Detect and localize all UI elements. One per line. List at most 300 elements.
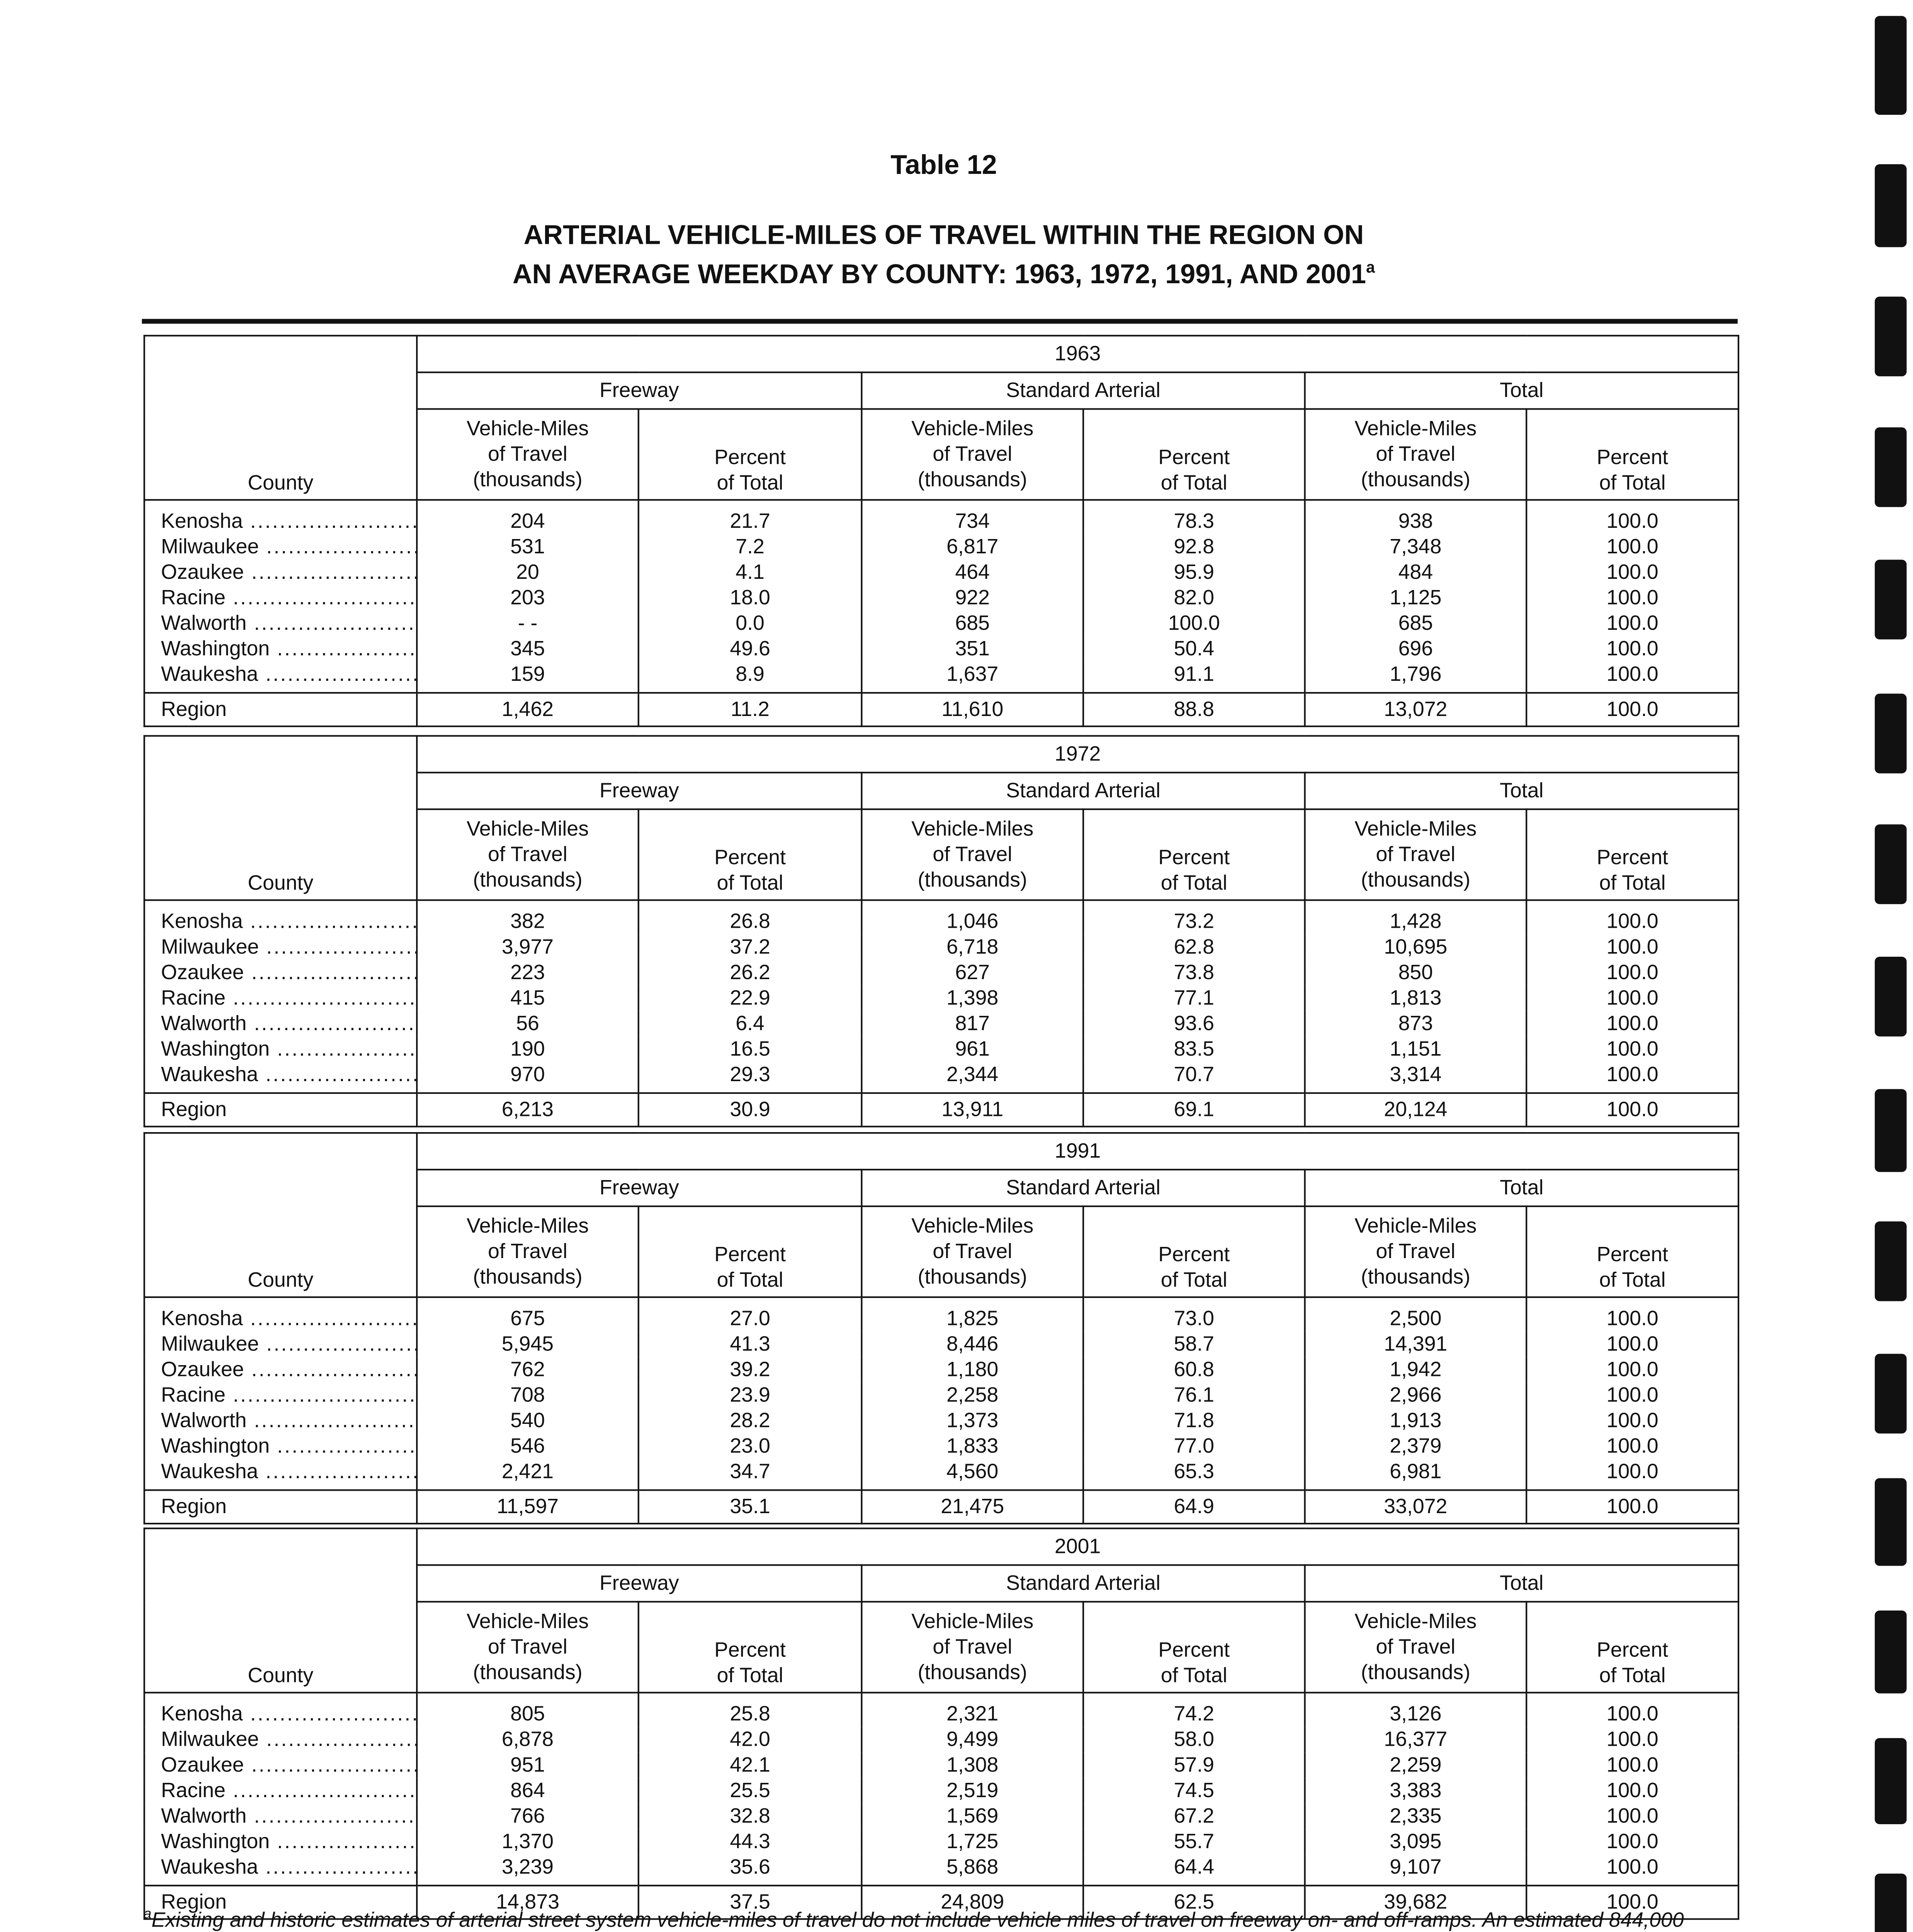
data-cell: 1,637 xyxy=(861,662,1083,693)
data-cell: 1,796 xyxy=(1305,662,1527,693)
data-cell: 345 xyxy=(417,636,639,662)
header-line: (thousands) xyxy=(917,467,1027,492)
header-line: of Travel xyxy=(488,442,567,466)
year-header: 2001 xyxy=(417,1528,1738,1565)
data-cell: 37.2 xyxy=(639,934,862,960)
data-cell: 484 xyxy=(1305,560,1527,585)
data-cell: 0.0 xyxy=(639,611,862,636)
county-name xyxy=(144,585,417,611)
header-line: Percent xyxy=(1158,445,1230,469)
data-cell: 91.1 xyxy=(1083,662,1305,693)
county-label: Walworth ..... xyxy=(161,611,417,635)
total-header: Total xyxy=(1305,772,1739,809)
binder-mark xyxy=(1875,1478,1907,1566)
region-cell: 1,462 xyxy=(417,693,639,726)
vehicle-miles-header xyxy=(417,809,639,900)
freeway-header: Freeway xyxy=(417,1170,861,1206)
data-cell: 28.2 xyxy=(639,1408,862,1434)
table-row xyxy=(144,1727,1738,1752)
county-label: Kenosha ..... xyxy=(161,509,417,532)
table-row xyxy=(144,985,1738,1011)
county-name xyxy=(144,500,417,534)
data-cell: 1,308 xyxy=(861,1752,1083,1778)
header-line: of Travel xyxy=(1376,842,1456,866)
data-cell: 27.0 xyxy=(639,1297,862,1332)
vehicle-miles-header xyxy=(861,1206,1083,1297)
data-cell: 864 xyxy=(417,1778,639,1803)
footnote-marker: a xyxy=(143,1905,152,1922)
region-cell: 33,072 xyxy=(1305,1490,1527,1524)
county-rows xyxy=(144,1692,1738,1885)
header-line: of Travel xyxy=(933,442,1013,466)
percent-header xyxy=(1083,409,1305,500)
data-cell: 100.0 xyxy=(1526,985,1738,1011)
data-cell: 922 xyxy=(861,585,1083,611)
header-line: of Total xyxy=(1599,1267,1666,1292)
data-cell: 100.0 xyxy=(1526,1434,1738,1459)
county-label: Racine ..... xyxy=(161,985,417,1009)
data-cell: 1,373 xyxy=(861,1408,1083,1434)
county-label: Ozaukee ..... xyxy=(161,960,417,984)
header-line: (thousands) xyxy=(917,867,1027,891)
percent-header xyxy=(1526,409,1738,500)
data-cell: 2,519 xyxy=(861,1778,1083,1803)
binder-mark xyxy=(1875,825,1907,904)
header-line: Percent xyxy=(714,445,786,469)
data-cell: 6,981 xyxy=(1305,1459,1527,1490)
data-cell: 6,817 xyxy=(861,534,1083,560)
county-column-header: County xyxy=(144,736,417,900)
data-cell: 100.0 xyxy=(1526,1011,1738,1036)
data-table xyxy=(143,1527,1739,1920)
region-label: Region xyxy=(144,1490,417,1524)
header-line: of Total xyxy=(1599,1663,1666,1687)
county-name xyxy=(144,636,417,662)
data-cell: 5,945 xyxy=(417,1332,639,1357)
vehicle-miles-header xyxy=(1305,1206,1527,1297)
header-line: of Total xyxy=(1160,871,1227,895)
data-cell: 6,718 xyxy=(861,934,1083,960)
data-cell: 1,370 xyxy=(417,1829,639,1854)
county-name xyxy=(144,1459,417,1490)
county-label: Waukesha ..... xyxy=(161,1062,417,1086)
header-line: of Travel xyxy=(488,842,567,866)
data-cell: 100.0 xyxy=(1526,1408,1738,1434)
title-line-1: ARTERIAL VEHICLE-MILES OF TRAVEL WITHIN THE REGION ON xyxy=(523,220,1364,250)
table-row xyxy=(144,1062,1738,1093)
region-cell: 24,809 xyxy=(861,1886,1083,1919)
region-cell: 62.5 xyxy=(1083,1886,1305,1919)
data-cell: 4,560 xyxy=(861,1459,1083,1490)
table-row xyxy=(144,1778,1738,1803)
header-line: of Travel xyxy=(1376,1634,1456,1658)
county-rows xyxy=(144,500,1738,693)
data-cell: 14,391 xyxy=(1305,1332,1527,1357)
standard-arterial-header: Standard Arterial xyxy=(861,372,1305,409)
data-cell: 77.1 xyxy=(1083,985,1305,1011)
data-cell: 850 xyxy=(1305,960,1527,985)
data-cell: 92.8 xyxy=(1083,534,1305,560)
header-line: of Travel xyxy=(488,1239,567,1263)
county-name xyxy=(144,1036,417,1062)
data-cell: 817 xyxy=(861,1011,1083,1036)
table-row xyxy=(144,1297,1738,1332)
data-cell: 685 xyxy=(861,611,1083,636)
table-row xyxy=(144,636,1738,662)
header-line: of Total xyxy=(1160,1267,1227,1292)
county-name xyxy=(144,1383,417,1408)
table-row xyxy=(144,1383,1738,1408)
data-cell: 1,046 xyxy=(861,900,1083,935)
data-cell: 23.0 xyxy=(639,1434,862,1459)
header-line: of Travel xyxy=(933,1239,1013,1263)
county-column-header: County xyxy=(144,1133,417,1297)
table-row xyxy=(144,662,1738,693)
table-row xyxy=(144,500,1738,534)
vehicle-miles-header xyxy=(417,1206,639,1297)
binder-mark xyxy=(1875,1354,1907,1434)
data-cell: 1,813 xyxy=(1305,985,1527,1011)
data-cell: 100.0 xyxy=(1526,1062,1738,1093)
county-label: Milwaukee ..... xyxy=(161,1727,417,1751)
data-cell: 100.0 xyxy=(1526,560,1738,585)
data-cell: 23.9 xyxy=(639,1383,862,1408)
data-cell: 100.0 xyxy=(1526,1383,1738,1408)
data-table xyxy=(143,1132,1739,1524)
title-line-2-text: AN AVERAGE WEEKDAY BY COUNTY: 1963, 1972, 1991, AND 2001 xyxy=(512,259,1366,290)
county-name xyxy=(144,1752,417,1778)
data-cell: 9,107 xyxy=(1305,1854,1527,1885)
county-label: Kenosha ..... xyxy=(161,1306,417,1330)
county-label: Washington ..... xyxy=(161,1434,417,1458)
vehicle-miles-header xyxy=(1305,809,1527,900)
data-cell: 10,695 xyxy=(1305,934,1527,960)
data-cell: 67.2 xyxy=(1083,1803,1305,1829)
total-header: Total xyxy=(1305,1565,1739,1602)
binder-mark xyxy=(1875,1089,1907,1172)
vehicle-miles-header xyxy=(417,409,639,500)
data-cell: 100.0 xyxy=(1526,662,1738,693)
data-cell: 2,966 xyxy=(1305,1383,1527,1408)
percent-header xyxy=(1083,1602,1305,1692)
header-line: Percent xyxy=(1597,1242,1668,1266)
data-cell: 34.7 xyxy=(639,1459,862,1490)
county-label: Racine ..... xyxy=(161,585,417,609)
header-line: Vehicle-Miles xyxy=(466,416,589,440)
vehicle-miles-header xyxy=(1305,409,1527,500)
data-cell: 100.0 xyxy=(1526,960,1738,985)
data-cell: 203 xyxy=(417,585,639,611)
region-row xyxy=(144,1490,1738,1524)
data-cell: 6,878 xyxy=(417,1727,639,1752)
data-cell: 100.0 xyxy=(1526,611,1738,636)
data-cell: 766 xyxy=(417,1803,639,1829)
header-line: Vehicle-Miles xyxy=(466,816,589,840)
region-cell: 13,072 xyxy=(1305,693,1527,726)
county-name xyxy=(144,1332,417,1357)
region-cell: 6,213 xyxy=(417,1093,639,1127)
data-cell: 696 xyxy=(1305,636,1527,662)
region-cell: 11.2 xyxy=(639,693,862,726)
county-label: Walworth ..... xyxy=(161,1803,417,1827)
data-cell: 1,151 xyxy=(1305,1036,1527,1062)
table-row xyxy=(144,1803,1738,1829)
region-cell: 88.8 xyxy=(1083,693,1305,726)
data-cell: 55.7 xyxy=(1083,1829,1305,1854)
county-label: Milwaukee ..... xyxy=(161,534,417,558)
total-header: Total xyxy=(1305,1170,1739,1206)
county-label: Washington ..... xyxy=(161,1036,417,1060)
data-cell: 16.5 xyxy=(639,1036,862,1062)
data-cell: 1,569 xyxy=(861,1803,1083,1829)
data-cell: 100.0 xyxy=(1526,1829,1738,1854)
data-cell: 100.0 xyxy=(1526,585,1738,611)
data-cell: 2,335 xyxy=(1305,1803,1527,1829)
percent-header xyxy=(1526,1602,1738,1692)
region-label: Region xyxy=(144,1886,417,1919)
data-cell: 100.0 xyxy=(1526,1854,1738,1885)
region-cell: 100.0 xyxy=(1526,693,1738,726)
data-cell: 100.0 xyxy=(1083,611,1305,636)
percent-header xyxy=(639,1602,862,1692)
header-line: Percent xyxy=(1158,1242,1230,1266)
county-name xyxy=(144,900,417,935)
header-line: of Travel xyxy=(933,842,1013,866)
footnote-text: Existing and historic estimates of arterial street system vehicle-miles of travel do not include vehicle miles of travel on freeway on- and off-ramps. An estimated 844,000 xyxy=(151,1907,1684,1932)
header-line: Vehicle-Miles xyxy=(1354,816,1477,840)
county-name xyxy=(144,1803,417,1829)
county-column-header: County xyxy=(144,1528,417,1692)
table-row xyxy=(144,1036,1738,1062)
data-cell: 762 xyxy=(417,1357,639,1383)
data-cell: 29.3 xyxy=(639,1062,862,1093)
header-line: of Total xyxy=(717,1267,783,1292)
data-cell: 7.2 xyxy=(639,534,862,560)
data-cell: 3,977 xyxy=(417,934,639,960)
county-name xyxy=(144,1408,417,1434)
data-cell: 1,825 xyxy=(861,1297,1083,1332)
binder-mark xyxy=(1875,1221,1907,1301)
table-row xyxy=(144,1459,1738,1490)
data-cell: 73.0 xyxy=(1083,1297,1305,1332)
county-rows xyxy=(144,900,1738,1093)
county-label: Kenosha ..... xyxy=(161,909,417,933)
table-row xyxy=(144,585,1738,611)
county-name xyxy=(144,1297,417,1332)
data-cell: 95.9 xyxy=(1083,560,1305,585)
table-row xyxy=(144,1829,1738,1854)
table-row xyxy=(144,1434,1738,1459)
county-name xyxy=(144,960,417,985)
region-cell: 100.0 xyxy=(1526,1886,1738,1919)
data-table xyxy=(143,735,1739,1127)
data-cell: 100.0 xyxy=(1526,900,1738,935)
data-cell: 49.6 xyxy=(639,636,862,662)
header-line: (thousands) xyxy=(1361,1264,1471,1289)
table-header xyxy=(144,336,1738,500)
region-label: Region xyxy=(144,693,417,726)
data-cell: 3,314 xyxy=(1305,1062,1527,1093)
data-cell: 58.0 xyxy=(1083,1727,1305,1752)
percent-header xyxy=(639,409,862,500)
data-cell: 8,446 xyxy=(861,1332,1083,1357)
percent-header xyxy=(639,809,862,900)
data-cell: 16,377 xyxy=(1305,1727,1527,1752)
header-line: (thousands) xyxy=(1361,467,1471,492)
data-cell: 531 xyxy=(417,534,639,560)
data-cell: 20 xyxy=(417,560,639,585)
data-cell: 100.0 xyxy=(1526,934,1738,960)
binder-mark xyxy=(1875,297,1907,376)
header-line: Percent xyxy=(1597,845,1668,869)
region-cell: 69.1 xyxy=(1083,1093,1305,1127)
county-name xyxy=(144,1854,417,1885)
data-cell: 1,428 xyxy=(1305,900,1527,935)
county-name xyxy=(144,1434,417,1459)
data-cell: 951 xyxy=(417,1752,639,1778)
data-cell: 2,421 xyxy=(417,1459,639,1490)
data-cell: 100.0 xyxy=(1526,1459,1738,1490)
data-cell: 93.6 xyxy=(1083,1011,1305,1036)
header-line: of Travel xyxy=(933,1634,1013,1658)
header-line: Percent xyxy=(714,1242,786,1266)
data-cell: 100.0 xyxy=(1526,1727,1738,1752)
header-line: of Travel xyxy=(1376,1239,1456,1263)
data-cell: 26.8 xyxy=(639,900,862,935)
county-name xyxy=(144,1778,417,1803)
region-row xyxy=(144,1093,1738,1127)
data-cell: 18.0 xyxy=(639,585,862,611)
county-name xyxy=(144,1011,417,1036)
data-cell: 708 xyxy=(417,1383,639,1408)
freeway-header: Freeway xyxy=(417,372,861,409)
header-line: Percent xyxy=(1158,845,1230,869)
header-line: of Total xyxy=(1160,1663,1227,1687)
percent-header xyxy=(639,1206,862,1297)
region-cell: 21,475 xyxy=(861,1490,1083,1524)
table-row xyxy=(144,1752,1738,1778)
standard-arterial-header: Standard Arterial xyxy=(861,772,1305,809)
binder-mark xyxy=(1875,427,1907,507)
region-cell: 64.9 xyxy=(1083,1490,1305,1524)
data-cell: 100.0 xyxy=(1526,1036,1738,1062)
table-header xyxy=(144,1133,1738,1297)
county-name xyxy=(144,534,417,560)
header-line: (thousands) xyxy=(1361,1660,1471,1684)
table-row xyxy=(144,1357,1738,1383)
region-cell: 11,597 xyxy=(417,1490,639,1524)
data-cell: 100.0 xyxy=(1526,1357,1738,1383)
county-name xyxy=(144,934,417,960)
data-cell: 546 xyxy=(417,1434,639,1459)
table-row xyxy=(144,934,1738,960)
data-cell: 805 xyxy=(417,1692,639,1727)
data-cell: 21.7 xyxy=(639,500,862,534)
year-block xyxy=(143,1132,1738,1524)
table-row xyxy=(144,960,1738,985)
data-cell: 6.4 xyxy=(639,1011,862,1036)
footnote xyxy=(143,1901,1753,1932)
header-line: Vehicle-Miles xyxy=(911,1213,1034,1238)
header-line: Percent xyxy=(1597,445,1668,469)
header-line: of Total xyxy=(717,1663,783,1687)
table-row xyxy=(144,534,1738,560)
percent-header xyxy=(1526,809,1738,900)
header-line: Vehicle-Miles xyxy=(1354,1213,1477,1238)
table-row xyxy=(144,1332,1738,1357)
year-header: 1972 xyxy=(417,736,1738,772)
table-row xyxy=(144,1692,1738,1727)
region-cell: 13,911 xyxy=(861,1093,1083,1127)
data-cell: 22.9 xyxy=(639,985,862,1011)
data-cell: 204 xyxy=(417,500,639,534)
header-line: of Travel xyxy=(488,1634,567,1658)
data-cell: 100.0 xyxy=(1526,534,1738,560)
data-cell: - - xyxy=(417,611,639,636)
table-row xyxy=(144,1011,1738,1036)
data-cell: 873 xyxy=(1305,1011,1527,1036)
data-cell: 351 xyxy=(861,636,1083,662)
data-cell: 2,258 xyxy=(861,1383,1083,1408)
county-label: Racine ..... xyxy=(161,1778,417,1802)
header-line: of Travel xyxy=(1376,442,1456,466)
year-block xyxy=(143,1527,1738,1920)
title-line-2 xyxy=(0,252,1888,291)
county-label: Walworth ..... xyxy=(161,1011,417,1035)
header-line: Vehicle-Miles xyxy=(911,416,1034,440)
vehicle-miles-header xyxy=(1305,1602,1527,1692)
data-cell: 73.2 xyxy=(1083,900,1305,935)
table-title xyxy=(0,218,1888,291)
data-cell: 100.0 xyxy=(1526,1297,1738,1332)
data-cell: 56 xyxy=(417,1011,639,1036)
county-label: Ozaukee ..... xyxy=(161,1752,417,1776)
table-row xyxy=(144,560,1738,585)
percent-header xyxy=(1083,1206,1305,1297)
county-label: Waukesha ..... xyxy=(161,1854,417,1878)
data-cell: 57.9 xyxy=(1083,1752,1305,1778)
data-cell: 2,344 xyxy=(861,1062,1083,1093)
region-cell: 100.0 xyxy=(1526,1490,1738,1524)
data-cell: 83.5 xyxy=(1083,1036,1305,1062)
data-cell: 382 xyxy=(417,900,639,935)
region-label: Region xyxy=(144,1093,417,1127)
header-line: of Total xyxy=(717,871,783,895)
data-cell: 464 xyxy=(861,560,1083,585)
table-header xyxy=(144,736,1738,900)
header-line: Vehicle-Miles xyxy=(466,1213,589,1238)
data-cell: 42.1 xyxy=(639,1752,862,1778)
data-cell: 71.8 xyxy=(1083,1408,1305,1434)
data-cell: 3,126 xyxy=(1305,1692,1527,1727)
data-cell: 415 xyxy=(417,985,639,1011)
data-cell: 76.1 xyxy=(1083,1383,1305,1408)
county-name xyxy=(144,662,417,693)
county-label: Waukesha ..... xyxy=(161,662,417,686)
region-cell: 35.1 xyxy=(639,1490,862,1524)
table-number: Table 12 xyxy=(890,150,997,180)
vehicle-miles-header xyxy=(861,409,1083,500)
data-cell: 1,942 xyxy=(1305,1357,1527,1383)
table-header xyxy=(144,1528,1738,1692)
data-cell: 1,180 xyxy=(861,1357,1083,1383)
data-cell: 39.2 xyxy=(639,1357,862,1383)
region-cell: 39,682 xyxy=(1305,1886,1527,1919)
vehicle-miles-header xyxy=(861,1602,1083,1692)
data-cell: 3,095 xyxy=(1305,1829,1527,1854)
header-line: (thousands) xyxy=(917,1264,1027,1289)
binder-mark xyxy=(1875,957,1907,1036)
